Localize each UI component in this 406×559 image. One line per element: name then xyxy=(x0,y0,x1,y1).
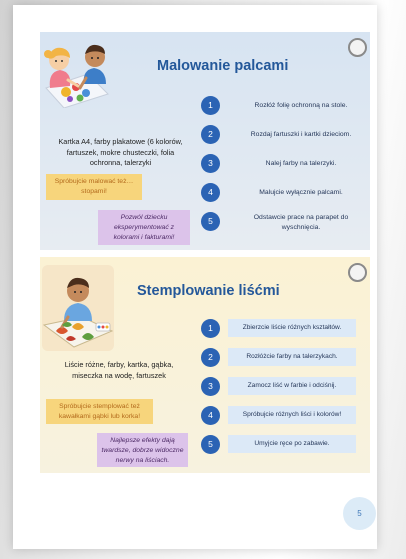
step-text-3: Nalej farby na talerzyki. xyxy=(265,160,337,167)
step-number-5: 5 xyxy=(201,435,220,454)
step-number-2: 2 xyxy=(201,348,220,367)
activity-card-finger-painting xyxy=(40,32,370,250)
step-text-4: Spróbujcie różnych liści i kolorów! xyxy=(228,406,356,424)
checkbox-circle-icon[interactable] xyxy=(348,38,367,57)
step-number-3: 3 xyxy=(201,377,220,396)
step-text-3: Zamocz liść w farbie i odciśnij. xyxy=(228,377,356,395)
tip-purple-note: Pozwól dziecku eksperymentować z kolorami i fakturami! xyxy=(98,210,190,245)
section-title: Malowanie palcami xyxy=(157,58,289,74)
materials-text: Kartka A4, farby plakatowe (6 kolorów, fartuszek, mokre chusteczki, folia ochronna, talerzyki xyxy=(58,137,183,168)
step-number-4: 4 xyxy=(201,406,220,425)
page-number-badge: 5 xyxy=(343,497,376,530)
step-text-2: Rozdaj fartuszki i kartki dzieciom. xyxy=(250,131,352,138)
step-text-5: Odstawcie prace na parapet do wyschnięcia. xyxy=(253,214,349,231)
step-number-5: 5 xyxy=(201,212,220,231)
step-number-1: 1 xyxy=(201,319,220,338)
checkbox-circle-icon[interactable] xyxy=(348,263,367,282)
tip-purple-note: Najlepsze efekty dają twardsze, dobrze widoczne nerwy na liściach. xyxy=(97,433,188,467)
step-text-1: Zbierzcie liście różnych kształtów. xyxy=(228,319,356,337)
child-stamping-leaves-illustration xyxy=(42,265,114,351)
step-number-2: 2 xyxy=(201,125,220,144)
step-text-5: Umyjcie ręce po zabawie. xyxy=(228,435,356,453)
materials-text: Liście różne, farby, kartka, gąbka, miseczka na wodę, fartuszek xyxy=(64,360,174,380)
worksheet-page xyxy=(13,5,377,549)
step-number-3: 3 xyxy=(201,154,220,173)
step-text-1: Rozłóż folię ochronną na stole. xyxy=(254,102,348,109)
activity-card-leaf-stamping xyxy=(40,257,370,473)
section-title: Stemplowanie liśćmi xyxy=(137,283,280,299)
step-number-4: 4 xyxy=(201,183,220,202)
step-text-2: Rozłóżcie farby na talerzykach. xyxy=(228,348,356,366)
step-number-1: 1 xyxy=(201,96,220,115)
step-text-4: Malujcie wyłącznie palcami. xyxy=(259,189,343,196)
tip-yellow-note: Spróbujcie stemplować też kawałkami gąbki lub korka! xyxy=(46,399,153,424)
tip-yellow-note: Spróbujcie malować też… stopami! xyxy=(46,174,142,200)
children-painting-illustration xyxy=(42,36,114,108)
